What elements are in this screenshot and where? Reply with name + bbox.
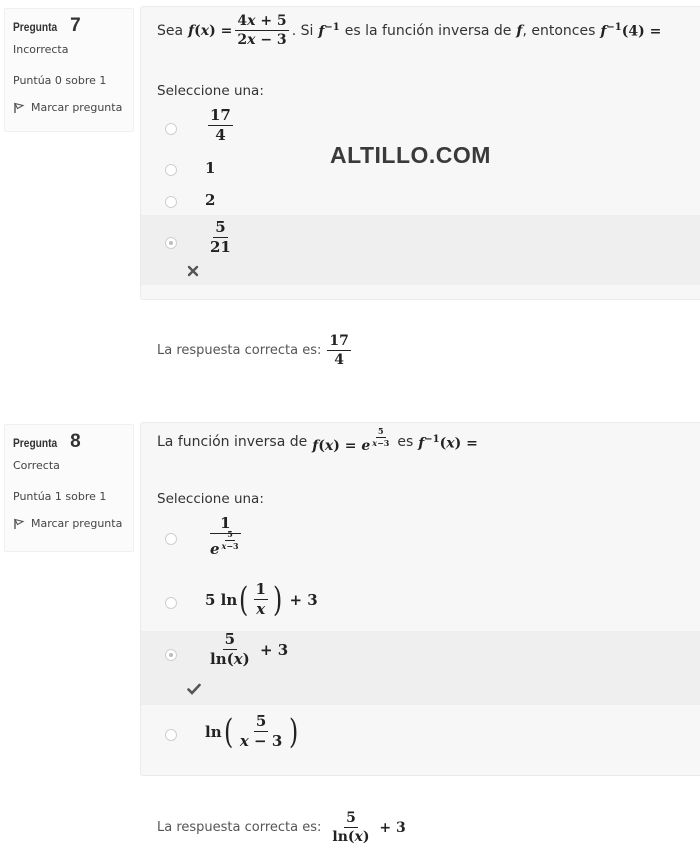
flag-question-button[interactable] xyxy=(13,101,133,114)
answer-option[interactable] xyxy=(141,513,700,569)
radio-button[interactable] xyxy=(165,729,177,741)
question-status: Incorrecta xyxy=(13,43,69,56)
option-text: 1 e $^{\frac{5}{x-3}}$ xyxy=(210,514,239,559)
question-text-prefix: Sea xyxy=(157,22,184,39)
radio-button[interactable] xyxy=(165,196,177,208)
correct-answer-label: La respuesta correcta es: xyxy=(157,343,322,359)
option-text: 1 xyxy=(205,159,216,177)
question-status: Correcta xyxy=(13,459,60,472)
flag-label: Marcar pregunta xyxy=(31,517,123,530)
radio-button[interactable] xyxy=(165,533,177,545)
radio-button[interactable] xyxy=(165,237,177,249)
option-text: 5 ln ( $\frac{1}{x}$ ) + 3 xyxy=(205,579,318,620)
question-text-end: , entonces xyxy=(522,22,596,39)
question-text-mid2: es la función inversa de xyxy=(344,22,512,39)
correct-answer xyxy=(157,810,406,845)
radio-button[interactable] xyxy=(165,164,177,176)
question-info-8 xyxy=(4,424,134,552)
option-text: $\frac{17}{4}$ xyxy=(210,106,231,145)
question-text-mid: es xyxy=(397,434,414,451)
math-f-inverse-x: $f^{-1}(x)$ = xyxy=(418,433,478,452)
question-label: Pregunta xyxy=(13,436,58,450)
radio-button[interactable] xyxy=(165,649,177,661)
question-text xyxy=(157,13,661,48)
option-text: $\frac{5}{\ln(x)}$ + 3 xyxy=(210,630,289,669)
option-text: 2 xyxy=(205,191,216,209)
answer-option-selected[interactable] xyxy=(141,215,700,285)
answer-option[interactable] xyxy=(141,579,700,627)
question-label: Pregunta xyxy=(13,20,58,34)
question-score: Puntúa 1 sobre 1 xyxy=(13,490,107,503)
radio-button[interactable] xyxy=(165,597,177,609)
math-f-of-x: f(x) = e $^{\frac{5}{x-3}}$ xyxy=(312,426,390,454)
answer-option[interactable] xyxy=(141,711,700,761)
correct-answer-value: $\frac{17}{4}$ xyxy=(329,333,349,369)
answer-option-selected[interactable] xyxy=(141,631,700,705)
check-icon xyxy=(187,683,201,699)
question-content-8 xyxy=(140,422,700,776)
question-number: 7 xyxy=(70,15,81,36)
select-prompt: Seleccione una: xyxy=(157,83,264,99)
watermark: ALTILLO.COM xyxy=(330,142,491,168)
math-f-inverse: $f^{-1}$ xyxy=(318,21,340,40)
correct-answer-label: La respuesta correcta es: xyxy=(157,820,322,836)
math-f-of-x: f(x) = xyxy=(188,22,233,39)
question-score: Puntúa 0 sobre 1 xyxy=(13,74,107,87)
cross-icon xyxy=(187,265,199,281)
flag-label: Marcar pregunta xyxy=(31,101,123,114)
option-text: $\frac{5}{21}$ xyxy=(210,218,231,257)
question-text xyxy=(157,426,478,454)
radio-button[interactable] xyxy=(165,123,177,135)
correct-answer-value: $\frac{5}{\ln(x)}$ + 3 xyxy=(332,810,406,846)
question-text-mid: . Si xyxy=(291,22,314,39)
question-number: 8 xyxy=(70,431,81,452)
flag-question-button[interactable] xyxy=(13,517,133,530)
flag-icon xyxy=(13,102,25,114)
question-text-prefix: La función inversa de xyxy=(157,434,308,451)
select-prompt: Seleccione una: xyxy=(157,491,264,507)
math-f: f xyxy=(516,22,523,39)
option-text: ln ( $\frac{5}{x - 3}$ ) xyxy=(205,711,299,752)
answer-option[interactable] xyxy=(141,189,700,215)
correct-answer xyxy=(157,333,354,368)
math-fraction: $\frac{4x + 5}{2x - 3}$ xyxy=(237,13,287,49)
flag-icon xyxy=(13,518,25,530)
math-f-inverse-4: $f^{-1}(4)$ = xyxy=(600,21,662,40)
question-info-7 xyxy=(4,8,134,132)
